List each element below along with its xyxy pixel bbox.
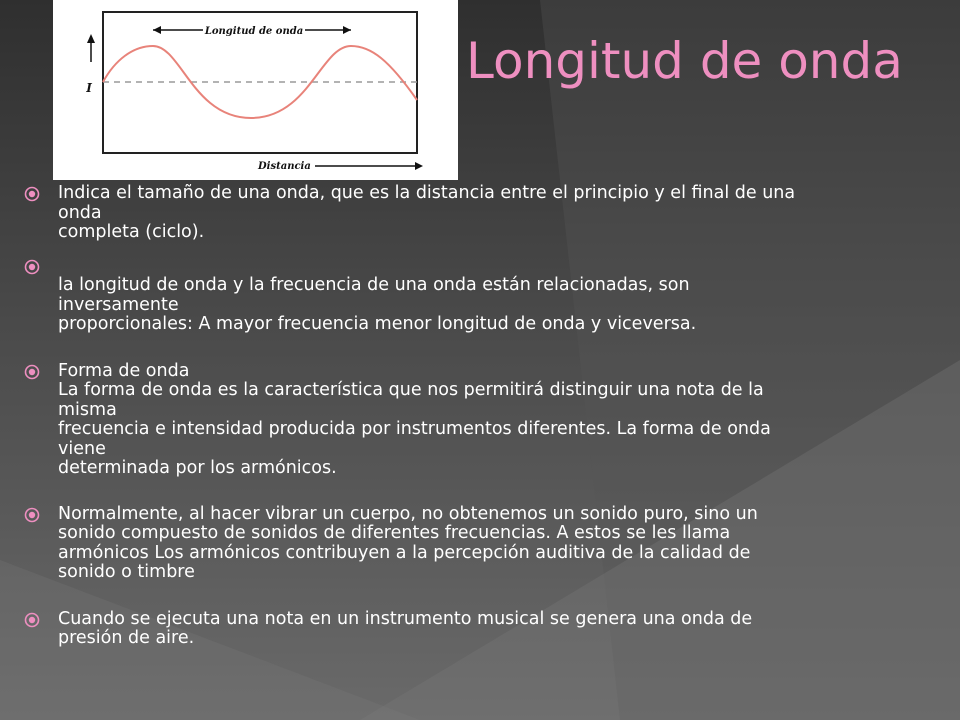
bullet-line: Indica el tamaño de una onda, que es la distancia entre el principio y el final de una xyxy=(58,183,796,203)
bullet-line: completa (ciclo). xyxy=(58,222,205,242)
bullet-line: Cuando se ejecuta una nota en un instrumento musical se genera una onda de xyxy=(58,608,753,629)
bullet-line: Forma de onda xyxy=(58,360,190,381)
distance-label: Distancia xyxy=(258,161,311,172)
slide-title: Longitud de onda xyxy=(466,32,903,90)
wavelength-diagram xyxy=(53,0,458,180)
bullet-line: viene xyxy=(58,438,106,459)
bullet-line: armónicos Los armónicos contribuyen a la percepción auditiva de la calidad de xyxy=(58,542,751,563)
bullet-item xyxy=(24,610,940,649)
bullet-line: sonido o timbre xyxy=(58,562,195,582)
bullet-line: inversamente xyxy=(58,294,179,315)
bullet-item xyxy=(24,362,940,479)
bullet-item xyxy=(24,184,940,243)
bullet-line: la longitud de onda y la frecuencia de una onda están relacionadas, son xyxy=(58,275,690,295)
wavelength-figure xyxy=(53,0,458,180)
bullet-line: determinada por los armónicos. xyxy=(58,458,337,478)
bullet-line: onda xyxy=(58,202,102,223)
bullet-line: frecuencia e intensidad producida por instrumentos diferentes. La forma de onda xyxy=(58,419,771,439)
bullet-list xyxy=(24,184,940,649)
bullet-item xyxy=(24,505,940,583)
bullet-line: presión de aire. xyxy=(58,628,195,648)
bullet-line: La forma de onda es la característica que nos permitirá distinguir una nota de la xyxy=(58,380,764,400)
bullet-line xyxy=(58,257,940,277)
bullet-marker-icon xyxy=(24,612,40,628)
bullet-line: sonido compuesto de sonidos de diferentes frecuencias. A estos se les llama xyxy=(58,523,731,543)
bullet-line: Normalmente, al hacer vibrar un cuerpo, no obtenemos un sonido puro, sino un xyxy=(58,503,758,524)
bullet-line: proporcionales: A mayor frecuencia menor longitud de onda y viceversa. xyxy=(58,314,697,334)
bullet-marker-icon xyxy=(24,259,40,275)
bullet-marker-icon xyxy=(24,186,40,202)
wavelength-label: Longitud de onda xyxy=(204,26,304,37)
amplitude-label: I xyxy=(86,81,92,95)
bullet-line: misma xyxy=(58,399,117,420)
bullet-item xyxy=(24,257,940,335)
bullet-marker-icon xyxy=(24,364,40,380)
bullet-marker-icon xyxy=(24,507,40,523)
